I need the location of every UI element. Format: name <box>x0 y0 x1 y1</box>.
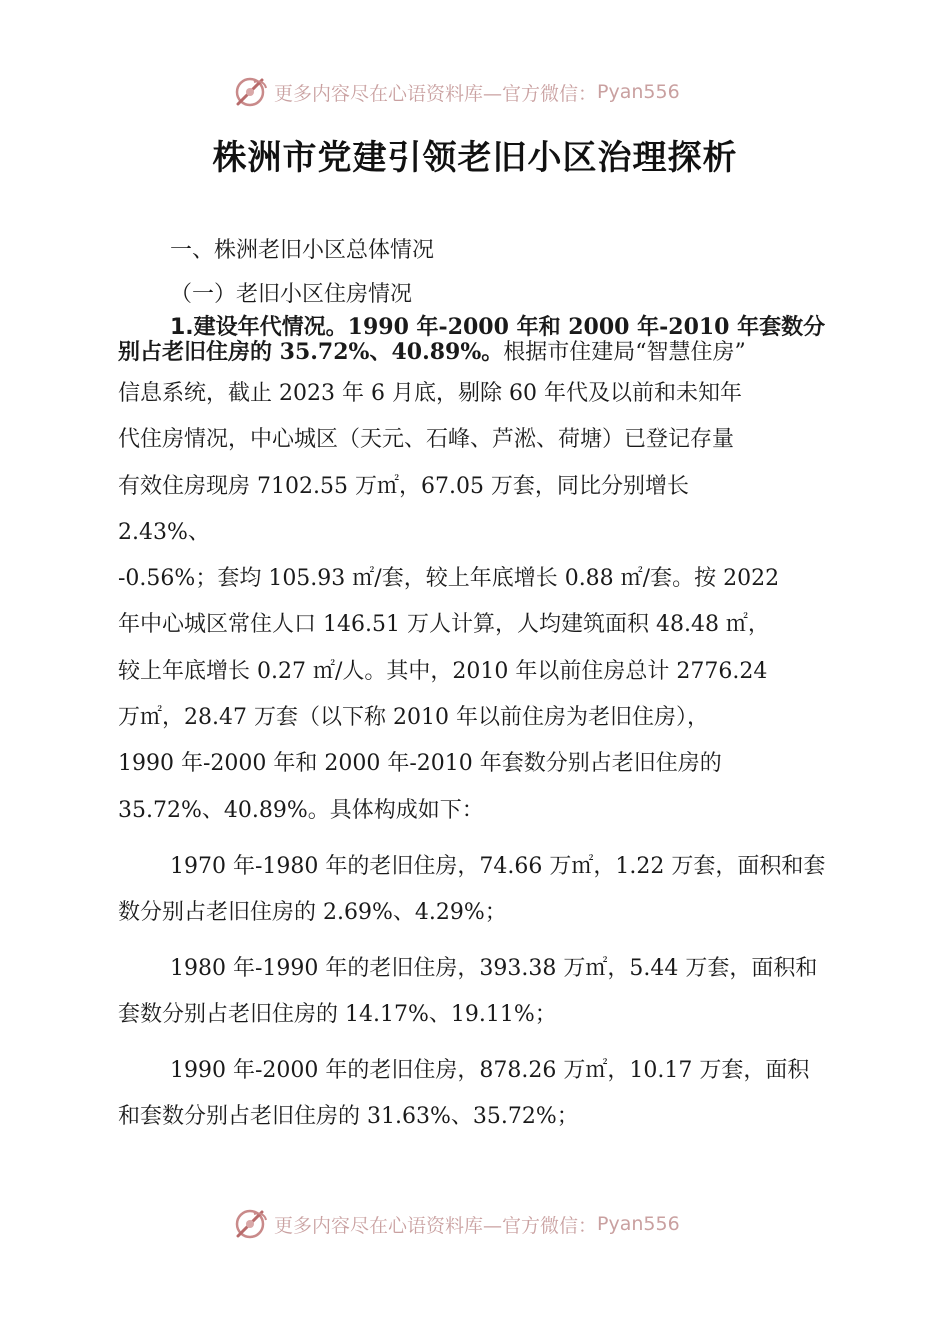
section-heading: 一、株洲老旧小区总体情况 <box>170 238 435 263</box>
watermark-text: 更多内容尽在心语资料库—官方微信： <box>274 1214 598 1237</box>
intro-rest: 根据市住建局“智慧住房” <box>503 340 746 365</box>
header-watermark <box>232 72 752 112</box>
intro-paragraph <box>118 315 830 365</box>
list-item: 1970 年-1980 年的老旧住房，74.66 万㎡，1.22 万套，面积和套数分别占老旧住房的 2.69%、4.29%； <box>118 853 826 925</box>
document-title: 株洲市党建引领老旧小区治理探析 <box>212 138 738 178</box>
watermark-text: 更多内容尽在心语资料库—官方微信： <box>274 82 598 105</box>
body-line: 1990 年-2000 年和 2000 年-2010 年套数分别占老旧住房的 <box>118 751 722 777</box>
body-line: 较上年底增长 0.27 ㎡/人。其中，2010 年以前住房总计 2776.24 <box>118 658 768 684</box>
subsection-heading: （一）老旧小区住房情况 <box>170 282 413 307</box>
list-item: 1990 年-2000 年的老旧住房，878.26 万㎡，10.17 万套，面积和套数分别占老旧住房的 31.63%、35.72%； <box>118 1057 810 1129</box>
watermark-wechat: Pyan556 <box>597 1213 680 1235</box>
logo-icon <box>232 74 270 110</box>
body-line: 万㎡，28.47 万套（以下称 2010 年以前住房为老旧住房）， <box>118 705 709 731</box>
watermark-wechat: Pyan556 <box>597 81 680 103</box>
body-line: 35.72%、40.89%。具体构成如下： <box>118 797 484 823</box>
logo-icon <box>232 1206 270 1242</box>
list-item: 1980 年-1990 年的老旧住房，393.38 万㎡，5.44 万套，面积和套数分别占老旧住房的 14.17%、19.11%； <box>118 955 818 1027</box>
body-line: -0.56%；套均 105.93 ㎡/套，较上年底增长 0.88 ㎡/套。按 2022 <box>118 566 780 592</box>
body-line: 2.43%、 <box>118 519 210 545</box>
body-paragraph <box>118 371 830 834</box>
body-line: 年中心城区常住人口 146.51 万人计算，人均建筑面积 48.48 ㎡， <box>118 612 770 638</box>
document-body <box>118 233 830 1140</box>
intro-bold: 1.建设年代情况。1990 年-2000 年和 2000 年-2010 年套数分别占老旧住房的 35.72%、40.89%。 <box>118 314 826 365</box>
footer-watermark <box>232 1204 752 1244</box>
body-line: 有效住房现房 7102.55 万㎡，67.05 万套，同比分别增长 <box>118 473 689 499</box>
body-line: 信息系统，截止 2023 年 6 月底，剔除 60 年代及以前和未知年 <box>118 381 742 406</box>
body-line: 代住房情况，中心城区（天元、石峰、芦淞、荷塘）已登记存量 <box>118 427 735 453</box>
